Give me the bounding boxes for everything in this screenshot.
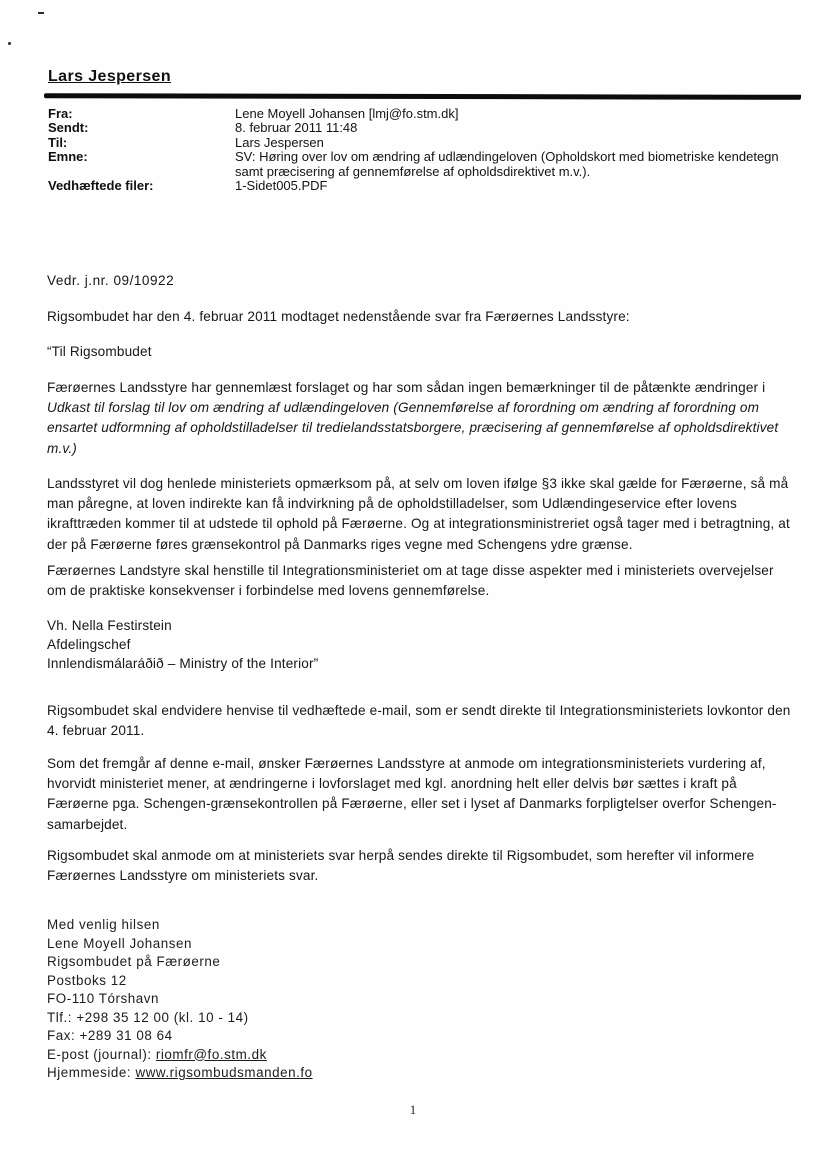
signature-block <box>47 916 791 1083</box>
scan-artifact <box>8 42 11 45</box>
quote-opening-line: “Til Rigsombudet <box>47 344 152 359</box>
meta-label-to: Til: <box>48 134 68 150</box>
meta-value-to: Lars Jespersen <box>235 134 324 150</box>
paragraph-henstilling: Færøernes Landstyre skal henstille til Integrationsministeriet om at tage disse aspekter med i ministeriets overvejelser om de praktiske konsekvenser i forbindelse med lovens gennemførelse. <box>47 563 774 599</box>
quoted-signature-ministry: Innlendismálaráðið – Ministry of the Interior” <box>47 655 319 671</box>
meta-label-attachments: Vedhæftede filer: <box>48 178 154 194</box>
email-meta-block <box>48 107 793 193</box>
meta-value-sent: 8. februar 2011 11:48 <box>235 120 358 136</box>
meta-label-subject: Emne: <box>48 149 88 165</box>
meta-value-attachments: 1-Sidet005.PDF <box>235 178 328 194</box>
page-title: Lars Jespersen <box>48 68 172 85</box>
paragraph-reply-request: Rigsombudet skal anmode om at ministeriets svar herpå sendes direkte til Rigsombudet, som herefter vil informere Færøernes Landsstyre om ministeriets svar. <box>47 848 755 884</box>
meta-row-to <box>48 136 793 150</box>
quoted-signature-role: Afdelingschef <box>47 636 131 652</box>
page-number: 1 <box>409 1103 417 1117</box>
signature-greeting: Med venlig hilsen <box>47 917 160 932</box>
signature-fax: Fax: +289 31 08 64 <box>47 1028 173 1043</box>
email-label: E-post (journal): <box>47 1046 156 1062</box>
intro-paragraph: Rigsombudet har den 4. februar 2011 modtaget nedenstående svar fra Færøernes Landsstyre: <box>47 309 630 324</box>
paragraph-remarks <box>47 378 791 459</box>
signature-email-line <box>47 1046 791 1065</box>
paragraph-remarks-normal: Færøernes Landsstyre har gennemlæst forslaget og har som sådan ingen bemærkninger til de påtænkte ændringer i <box>47 380 766 395</box>
signature-pobox: Postboks 12 <box>47 972 127 988</box>
signature-org: Rigsombudet på Færøerne <box>47 954 221 969</box>
signature-city: FO-110 Tórshavn <box>47 991 159 1006</box>
paragraph-remarks-law-title: Udkast til forslag til lov om ændring af udlændingeloven (Gennemførelse af forordning om ændring af forordning om ensartet udformning af opholdstilladelser til tredielandsstatsborgere, præcisering af gennemførelse af opholdsdirektivet m.v.) <box>47 400 779 456</box>
meta-value-subject: SV: Høring over lov om ændring af udlændingeloven (Opholdskort med biometriske kendetegn samt præcisering af gennemførelse af opholdsdirektivet m.v.). <box>235 149 779 179</box>
meta-value-from: Lene Moyell Johansen [lmj@fo.stm.dk] <box>235 106 459 121</box>
paragraph-landsstyret-notice: Landsstyret vil dog henlede ministeriets opmærksom på, at selv om loven ifølge §3 ikke skal gælde for Færøerne, så må man påregne, at loven indirekte kan få indvirkning på de opholdstilladelser, som Udlændingeservice efter lovens ikrafttræden kommer til at udstede til ophold på Færøerne. Og at integrationsministreriet også tager med i betragtning, at der på Færøerne føres grænsekontrol på Danmarks riges vegne med Schengens ydre grænse. <box>47 476 790 552</box>
meta-row-subject <box>48 150 793 179</box>
meta-row-attachments <box>48 179 793 193</box>
signature-website-line <box>47 1064 791 1083</box>
email-link[interactable]: riomfr@fo.stm.dk <box>155 1046 267 1062</box>
header-divider <box>44 93 801 100</box>
meta-row-from <box>48 107 793 121</box>
meta-label-from: Fra: <box>48 106 73 121</box>
journal-reference: Vedr. j.nr. 09/10922 <box>47 273 175 288</box>
signature-name: Lene Moyell Johansen <box>47 935 192 951</box>
quoted-signature-block <box>47 617 791 673</box>
quoted-signature-name: Vh. Nella Festirstein <box>47 618 172 633</box>
meta-label-sent: Sendt: <box>48 120 89 136</box>
scan-artifact <box>38 12 44 14</box>
meta-row-sent <box>48 121 793 135</box>
paragraph-attached-email: Rigsombudet skal endvidere henvise til vedhæftede e-mail, som er sendt direkte til Integrationsministeriets lovkontor den 4. februar 2011. <box>47 703 791 739</box>
paragraph-request-assessment: Som det fremgår af denne e-mail, ønsker Færøernes Landsstyre at anmode om integrationsministeriets vurdering af, hvorvidt ministeriet mener, at ændringerne i lovforslaget med kgl. anordning helt eller delvis bør sættes i kraft på Færøerne pga. Schengen-grænsekontrollen på Færøerne, eller set i lyset af Danmarks forpligtelser overfor Schengen-samarbejdet. <box>47 756 777 832</box>
website-link[interactable]: www.rigsombudsmanden.fo <box>135 1065 313 1080</box>
signature-phone: Tlf.: +298 35 12 00 (kl. 10 - 14) <box>47 1009 249 1025</box>
website-label: Hjemmeside: <box>47 1065 136 1080</box>
